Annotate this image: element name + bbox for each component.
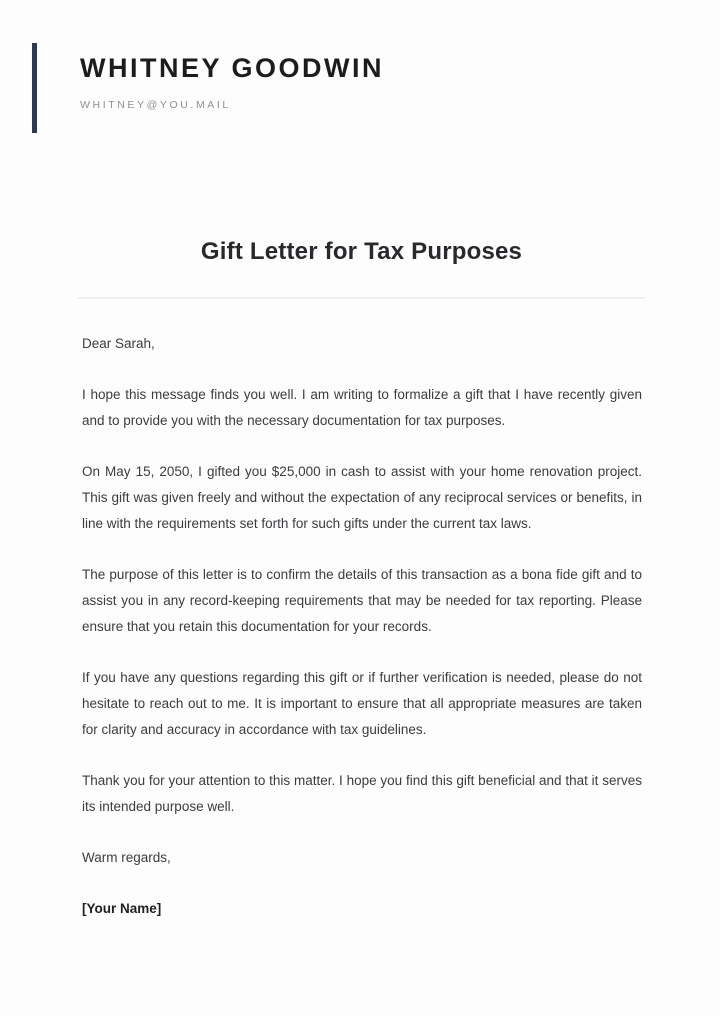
letter-body (82, 331, 642, 947)
paragraph-1: I hope this message finds you well. I am writing to formalize a gift that I have recently given and to provide you with the necessary documentation for tax purposes. (82, 387, 642, 428)
paragraph-3: The purpose of this letter is to confirm the details of this transaction as a bona fide gift and to assist you in any record-keeping requirements that may be needed for tax reporting. Please ensure that you retain this documentation for your records. (82, 567, 642, 634)
document-title: Gift Letter for Tax Purposes (200, 238, 523, 265)
sender-identity (80, 43, 384, 133)
title-divider (78, 297, 645, 299)
paragraph-5: Thank you for your attention to this matter. I hope you find this gift beneficial and that it serves its intended purpose well. (82, 773, 642, 814)
closing: Warm regards, (82, 850, 171, 865)
accent-bar (32, 43, 37, 133)
signature-placeholder: [Your Name] (82, 901, 162, 916)
paragraph-2: On May 15, 2050, I gifted you $25,000 in cash to assist with your home renovation project. This gift was given freely and without the expectation of any reciprocal services or benefits, in line with the requirements set forth for such gifts under the current tax laws. (82, 464, 642, 531)
sender-name: WHITNEY GOODWIN (80, 53, 384, 83)
paragraph-4: If you have any questions regarding this gift or if further verification is needed, please do not hesitate to reach out to me. It is important to ensure that all appropriate measures are taken for clarity and accuracy in accordance with tax guidelines. (82, 670, 642, 737)
salutation: Dear Sarah, (82, 336, 155, 351)
letterhead (32, 43, 384, 133)
sender-email: WHITNEY@YOU.MAIL (80, 99, 231, 111)
